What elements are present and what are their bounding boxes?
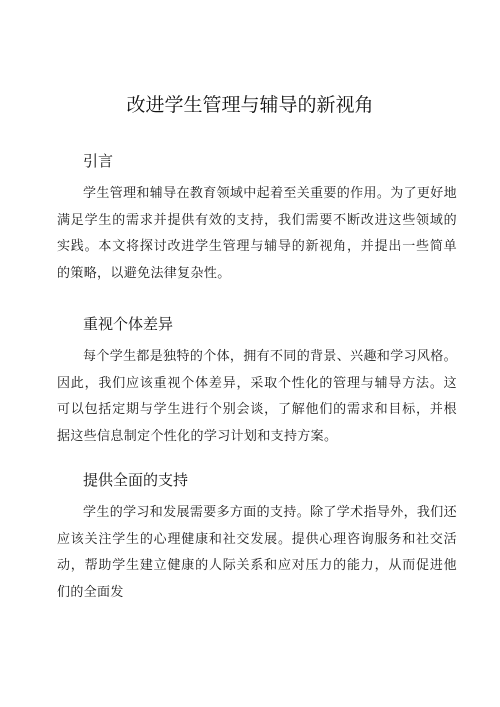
section-paragraph: 学生的学习和发展需要多方面的支持。除了学术指导外，我们还应该关注学生的心理健康和社交发展。提供心理咨询服务和社交活动，帮助学生建立健康的人际关系和应对压力的能力，从而促进他们的全面发 bbox=[57, 505, 457, 600]
section-comprehensive-support bbox=[57, 469, 457, 606]
section-paragraph: 学生管理和辅导在教育领域中起着至关重要的作用。为了更好地满足学生的需求并提供有效的支持，我们需要不断改进这些领域的实践。本文将探讨改进学生管理与辅导的新视角，并提出一些简单的策略，以避免法律复杂性。 bbox=[57, 186, 457, 281]
section-paragraph: 每个学生都是独特的个体，拥有不同的背景、兴趣和学习风格。因此，我们应该重视个体差异，采取个性化的管理与辅导方法。这可以包括定期与学生进行个别会谈，了解他们的需求和目标，并根据这些信息制定个性化的学习计划和支持方案。 bbox=[57, 349, 457, 444]
section-heading: 引言 bbox=[83, 152, 114, 170]
document-title: 改进学生管理与辅导的新视角 bbox=[126, 94, 374, 116]
section-heading: 重视个体差异 bbox=[83, 315, 174, 333]
section-individual-differences bbox=[57, 313, 457, 450]
section-introduction bbox=[57, 150, 457, 287]
section-heading: 提供全面的支持 bbox=[83, 471, 189, 489]
